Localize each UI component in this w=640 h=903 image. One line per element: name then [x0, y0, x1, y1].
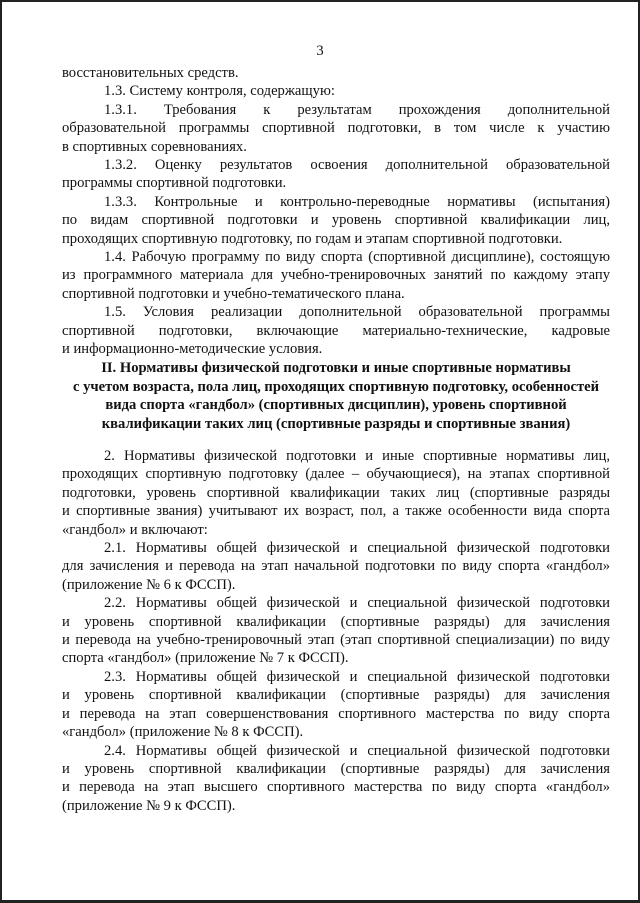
text-line: проходящих спортивную подготовку, по годам и этапам спортивной подготовки. — [62, 230, 563, 247]
scan-border — [0, 0, 640, 2]
text-line: для зачисления и перевода на этап начальной подготовки по виду спорта «гандбол» — [62, 558, 610, 575]
body-text-block-1 — [62, 64, 610, 359]
text-line: 2.3. Нормативы общей физической и специальной физической подготовки — [104, 668, 610, 685]
page-number: 3 — [316, 43, 324, 59]
text-line: и уровень спортивной квалификации (спортивные разряды) для зачисления — [62, 613, 610, 630]
heading-line: квалификации таких лиц (спортивные разряды и спортивные звания) — [101, 415, 571, 432]
text-line: проходящих спортивную подготовку (далее – обучающиеся), на этапах спортивной — [62, 466, 610, 483]
text-line: и перевода на учебно-тренировочный этап (этап спортивной специализации) по виду — [62, 632, 610, 649]
text-line: 2.1. Нормативы общей физической и специальной физической подготовки — [104, 540, 610, 557]
text-line: программы спортивной подготовки. — [62, 175, 287, 192]
text-line: и уровень спортивной квалификации (спортивные разряды) для зачисления — [62, 760, 610, 777]
heading-line: вида спорта «гандбол» (спортивных дисциплин), уровень спортивной — [105, 397, 567, 413]
text-line: 1.3. Систему контроля, содержащую: — [104, 83, 335, 100]
scan-border — [0, 0, 2, 903]
text-line: 2.2. Нормативы общей физической и специальной физической подготовки — [104, 595, 610, 612]
text-line: «гандбол» и включают: — [62, 521, 208, 538]
text-line: и спортивные звания) учитывают их возраст, пол, а также особенности вида спорта — [62, 503, 610, 520]
heading-line: с учетом возраста, пола лиц, проходящих спортивную подготовку, особенностей — [73, 378, 599, 395]
text-line: спортивной подготовки и учебно-тематического плана. — [62, 285, 405, 302]
text-line: 1.4. Рабочую программу по виду спорта (спортивной дисциплине), состоящую — [104, 249, 610, 266]
text-line: 2. Нормативы физической подготовки и иные спортивные нормативы лиц, — [104, 448, 610, 464]
text-line: 1.5. Условия реализации дополнительной образовательной программы — [104, 304, 610, 321]
body-text-block-2 — [62, 447, 610, 815]
text-line: 1.3.2. Оценку результатов освоения дополнительной образовательной — [104, 157, 610, 174]
text-line: и уровень спортивной квалификации (спортивные разряды) для зачисления — [62, 687, 610, 704]
section-heading — [62, 359, 610, 433]
text-line: по видам спортивной подготовки и уровень спортивной квалификации лиц, — [62, 212, 610, 229]
text-line: (приложение № 6 к ФССП). — [62, 576, 236, 593]
text-line: спорта «гандбол» (приложение № 7 к ФССП). — [62, 650, 349, 667]
text-line: 2.4. Нормативы общей физической и специальной физической подготовки — [104, 742, 610, 759]
text-line: спортивной подготовки, включающие материально-технические, кадровые — [62, 322, 610, 339]
text-line: и перевода на этап высшего спортивного мастерства по виду спорта «гандбол» — [62, 779, 610, 796]
text-line: подготовки, уровень спортивной квалификации таких лиц (спортивные разряды — [62, 484, 610, 501]
text-line: «гандбол» (приложение № 8 к ФССП). — [62, 724, 304, 741]
text-line: образовательной программы спортивной подготовки, в том числе к участию — [62, 120, 610, 137]
text-line: восстановительных средств. — [62, 65, 239, 81]
text-line: и информационно-методические условия. — [62, 341, 323, 358]
heading-line: II. Нормативы физической подготовки и иные спортивные нормативы — [101, 360, 571, 376]
text-line: и перевода на этап совершенствования спортивного мастерства по виду спорта — [62, 705, 610, 722]
text-line: (приложение № 9 к ФССП). — [62, 797, 236, 814]
text-line: из программного материала для учебно-тренировочных занятий по каждому этапу — [62, 267, 610, 284]
text-line: 1.3.1. Требования к результатам прохождения дополнительной — [104, 101, 610, 118]
text-line: 1.3.3. Контрольные и контрольно-переводные нормативы (испытания) — [104, 193, 610, 210]
text-line: в спортивных соревнованиях. — [62, 138, 247, 155]
